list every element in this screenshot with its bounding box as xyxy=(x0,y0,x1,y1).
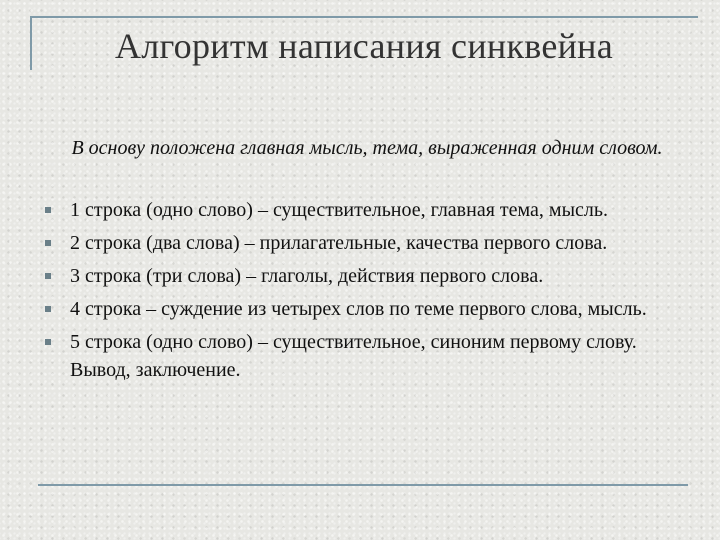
bullet-text: 3 строка (три слова) – глаголы, действия первого слова. xyxy=(70,265,544,287)
square-bullet-icon xyxy=(45,273,51,279)
bullet-item-2 xyxy=(40,229,695,257)
bullet-text: 1 строка (одно слово) – существительное, главная тема, мысль. xyxy=(70,199,608,221)
bullet-list xyxy=(40,196,695,389)
bullet-text: 5 строка (одно слово) – существительное, синоним первому слову. Вывод, заключение. xyxy=(70,331,637,381)
bullet-item-1 xyxy=(40,196,695,224)
bullet-item-3 xyxy=(40,262,695,290)
square-bullet-icon xyxy=(45,339,51,345)
bullet-text: 2 строка (два слова) – прилагательные, качества первого слова. xyxy=(70,232,608,254)
square-bullet-icon xyxy=(45,306,51,312)
square-bullet-icon xyxy=(45,240,51,246)
bullet-text: 4 строка – суждение из четырех слов по теме первого слова, мысль. xyxy=(70,298,647,320)
bottom-divider xyxy=(38,484,688,486)
square-bullet-icon xyxy=(45,207,51,213)
bullet-item-5 xyxy=(40,328,695,384)
intro-text: В основу положена главная мысль, тема, выраженная одним словом. xyxy=(71,137,663,159)
bullet-item-4 xyxy=(40,295,695,323)
slide-title: Алгоритм написания синквейна xyxy=(114,26,614,66)
